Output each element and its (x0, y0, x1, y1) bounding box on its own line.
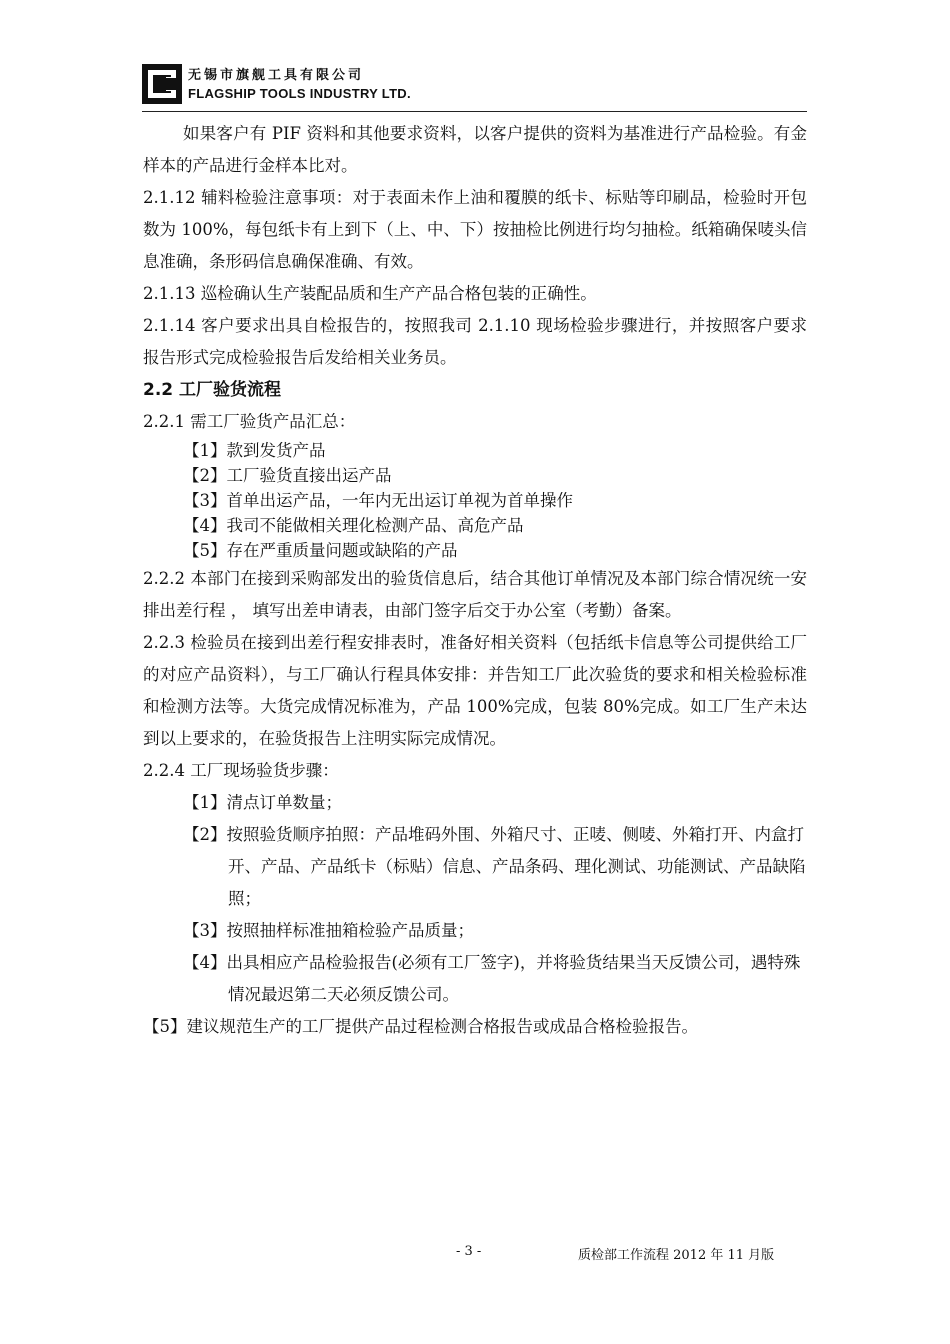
footer-doc-title: 质检部工作流程 2012 年 11 月版 (578, 1248, 775, 1263)
paragraph-2-2-1: 2.2.1 需工厂验货产品汇总： (143, 412, 356, 431)
list-item: 【5】建议规范生产的工厂提供产品过程检测合格报告或成品合格检验报告。 (143, 1017, 698, 1036)
paragraph-pif: 如果客户有 PIF 资料和其他要求资料，以客户提供的资料为基准进行产品检验。有金样本的产品进行金样本比对。 (143, 124, 807, 175)
paragraph-2-1-14: 2.1.14 客户要求出具自检报告的，按照我司 2.1.10 现场检验步骤进行，并按照客户要求报告形式完成检验报告后发给相关业务员。 (143, 316, 807, 367)
paragraph-2-2-3: 2.2.3 检验员在接到出差行程安排表时，准备好相关资料（包括纸卡信息等公司提供给工厂的对应产品资料），与工厂确认行程具体安排：并告知工厂此次验货的要求和相关检验标准和检测方法等。大货完成情况标准为，产品 100%完成，包装 80%完成。如工厂生产未达到以上要求的，在验货报告上注明实际完成情况。 (143, 633, 807, 748)
paragraph-2-2-4: 2.2.4 工厂现场验货步骤： (143, 761, 339, 780)
company-name-cn: 无锡市旗舰工具有限公司 (188, 68, 365, 83)
company-name-en: FLAGSHIP TOOLS INDUSTRY LTD. (188, 86, 411, 101)
list-item: 【3】首单出运产品，一年内无出运订单视为首单操作 (183, 491, 573, 510)
list-2-2-1 (143, 438, 807, 563)
document-body (143, 118, 807, 1043)
list-item: 【4】出具相应产品检验报告(必须有工厂签字)，并将验货结果当天反馈公司，遇特殊情况最迟第二天必须反馈公司。 (183, 953, 801, 1004)
list-item: 【1】清点订单数量； (183, 793, 342, 812)
list-item: 【3】按照抽样标准抽箱检验产品质量； (183, 921, 474, 940)
list-item: 【1】款到发货产品 (183, 441, 326, 460)
list-item: 【5】存在严重质量问题或缺陷的产品 (183, 541, 458, 560)
list-item: 【2】工厂验货直接出运产品 (183, 466, 392, 485)
list-item: 【4】我司不能做相关理化检测产品、高危产品 (183, 516, 524, 535)
paragraph-2-1-12: 2.1.12 辅料检验注意事项：对于表面未作上油和覆膜的纸卡、标贴等印刷品，检验时开包数为 100%，每包纸卡有上到下（上、中、下）按抽检比例进行均匀抽检。纸箱确保唛头信息准确，条形码信息确保准确、有效。 (143, 188, 807, 271)
steps-2-2-4 (143, 787, 807, 1043)
section-heading-2-2: 2.2 工厂验货流程 (143, 380, 282, 400)
company-logo-icon (142, 64, 182, 104)
paragraph-2-1-13: 2.1.13 巡检确认生产装配品质和生产产品合格包装的正确性。 (143, 284, 597, 303)
letterhead (142, 62, 411, 110)
header-rule (142, 111, 807, 112)
list-item: 【2】按照验货顺序拍照：产品堆码外围、外箱尺寸、正唛、侧唛、外箱打开、内盒打开、产品、产品纸卡（标贴）信息、产品条码、理化测试、功能测试、产品缺陷照； (183, 825, 806, 908)
paragraph-2-2-2: 2.2.2 本部门在接到采购部发出的验货信息后，结合其他订单情况及本部门综合情况统一安排出差行程 ， 填写出差申请表，由部门签字后交于办公室（考勤）备案。 (143, 569, 807, 620)
page-number: - 3 - (456, 1244, 482, 1259)
